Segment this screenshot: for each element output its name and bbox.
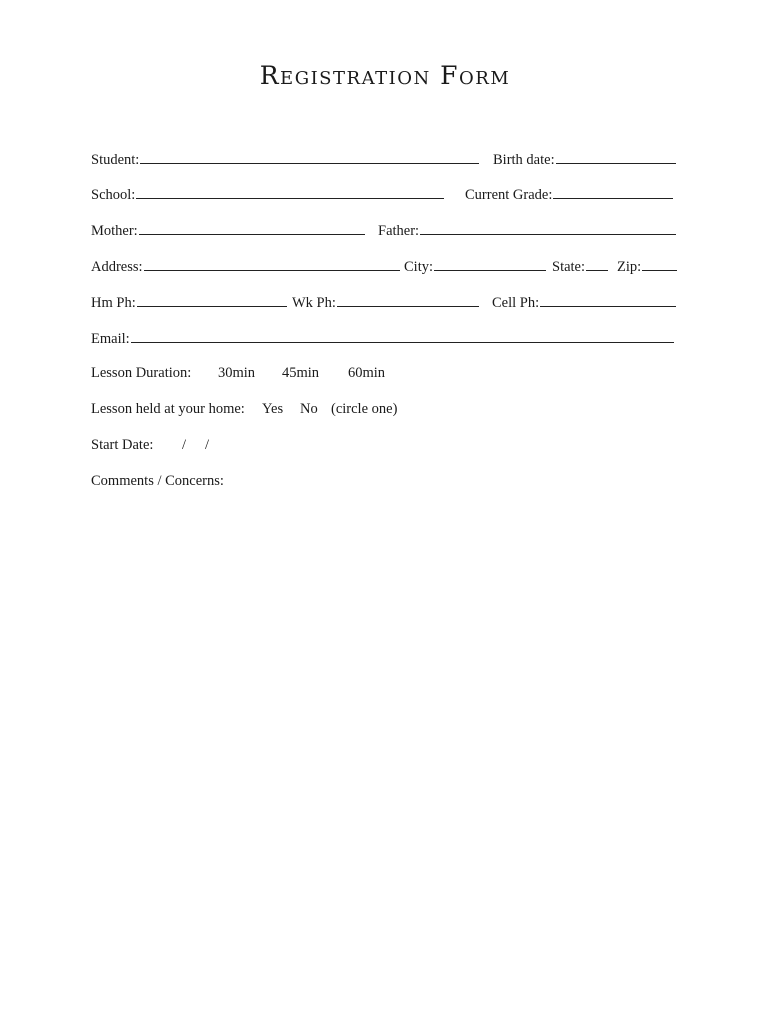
email-blank[interactable] bbox=[131, 327, 674, 343]
student-label: Student: bbox=[91, 152, 140, 168]
school-blank[interactable] bbox=[136, 183, 444, 199]
student-field[interactable] bbox=[91, 148, 479, 170]
father-blank[interactable] bbox=[420, 219, 676, 235]
state-blank[interactable] bbox=[586, 255, 608, 271]
birth-date-label: Birth date: bbox=[493, 152, 555, 168]
form-title: Registration Form bbox=[259, 60, 511, 90]
lesson-home-label: Lesson held at your home: bbox=[91, 401, 245, 417]
address-blank[interactable] bbox=[144, 255, 400, 271]
duration-option-45[interactable]: 45min bbox=[282, 365, 320, 381]
address-label: Address: bbox=[91, 259, 143, 275]
city-label: City: bbox=[404, 259, 434, 275]
zip-field[interactable] bbox=[617, 255, 677, 277]
zip-label: Zip: bbox=[617, 259, 642, 275]
hm-ph-label: Hm Ph: bbox=[91, 295, 136, 311]
start-date-label: Start Date: bbox=[91, 437, 154, 453]
start-date-separator-1[interactable]: / bbox=[182, 437, 187, 453]
current-grade-field[interactable] bbox=[465, 183, 673, 205]
father-field[interactable] bbox=[378, 219, 676, 241]
father-label: Father: bbox=[378, 223, 420, 239]
mother-label: Mother: bbox=[91, 223, 138, 239]
mother-blank[interactable] bbox=[139, 219, 365, 235]
school-field[interactable] bbox=[91, 183, 444, 205]
mother-field[interactable] bbox=[91, 219, 365, 241]
cell-ph-label: Cell Ph: bbox=[492, 295, 540, 311]
address-field[interactable] bbox=[91, 255, 400, 277]
state-field[interactable] bbox=[552, 255, 608, 277]
email-field[interactable] bbox=[91, 327, 674, 349]
current-grade-label: Current Grade: bbox=[465, 187, 553, 203]
email-label: Email: bbox=[91, 331, 130, 347]
duration-option-60[interactable]: 60min bbox=[348, 365, 386, 381]
zip-blank[interactable] bbox=[642, 255, 677, 271]
school-label: School: bbox=[91, 187, 136, 203]
start-date-separator-2[interactable]: / bbox=[205, 437, 210, 453]
home-hint: (circle one) bbox=[331, 401, 398, 417]
hm-ph-field[interactable] bbox=[91, 291, 287, 313]
hm-ph-blank[interactable] bbox=[137, 291, 287, 307]
wk-ph-blank[interactable] bbox=[337, 291, 479, 307]
city-blank[interactable] bbox=[434, 255, 546, 271]
home-no-option[interactable]: No bbox=[300, 401, 318, 417]
cell-ph-blank[interactable] bbox=[540, 291, 676, 307]
home-yes-option[interactable]: Yes bbox=[262, 401, 284, 417]
state-label: State: bbox=[552, 259, 586, 275]
duration-option-30[interactable]: 30min bbox=[218, 365, 256, 381]
city-field[interactable] bbox=[404, 255, 546, 277]
wk-ph-label: Wk Ph: bbox=[292, 295, 336, 311]
comments-label: Comments / Concerns: bbox=[91, 473, 224, 489]
birth-date-field[interactable] bbox=[493, 148, 676, 170]
cell-ph-field[interactable] bbox=[492, 291, 676, 313]
lesson-duration-label: Lesson Duration: bbox=[91, 365, 192, 381]
wk-ph-field[interactable] bbox=[292, 291, 479, 313]
student-blank[interactable] bbox=[140, 148, 479, 164]
current-grade-blank[interactable] bbox=[553, 183, 673, 199]
birth-date-blank[interactable] bbox=[556, 148, 676, 164]
